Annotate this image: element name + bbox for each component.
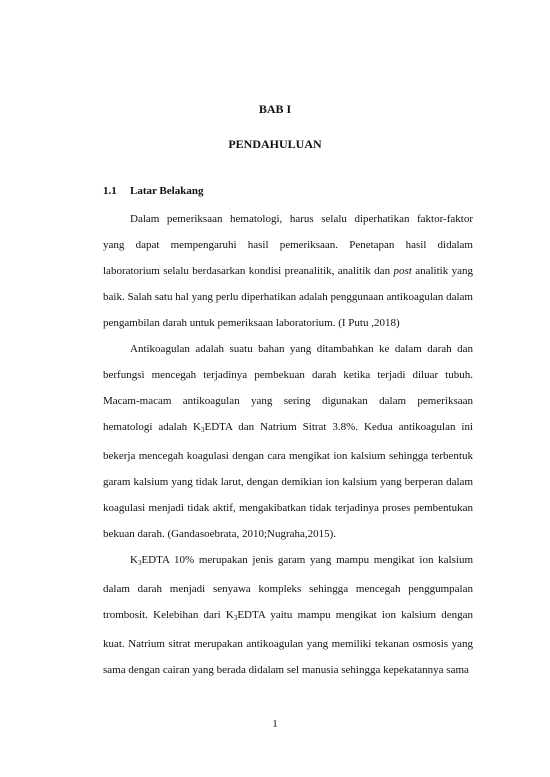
section-number: 1.1 — [103, 185, 117, 197]
paragraph-line: $K_3EDTA$ 10% merupakan jenis garam yang mampu mengikat ion kalsium — [130, 554, 473, 567]
paragraph — [103, 547, 473, 683]
paragraph-line: berfungsi mencegah terjadinya pembekuan darah ketika terjadi diluar tubuh. — [103, 369, 473, 381]
chapter-title: PENDAHULUAN — [228, 137, 322, 151]
section-heading — [103, 185, 203, 197]
paragraph-line: Antikoagulan adalah suatu bahan yang ditambahkan ke dalam darah dan — [130, 343, 473, 355]
paragraph — [103, 206, 473, 336]
paragraph-line: bekuan darah. (Gandasoebrata, 2010;Nugraha,2015). — [103, 528, 337, 540]
paragraph-line: Dalam pemeriksaan hematologi, harus selalu diperhatikan faktor-faktor — [130, 213, 473, 225]
paragraph-line: baik. Salah satu hal yang perlu diperhatikan adalah penggunaan antikoagulan dalam — [103, 291, 473, 303]
paragraph-line: Macam-macam antikoagulan yang sering digunakan dalam pemeriksaan — [103, 395, 473, 407]
paragraph-line: pengambilan darah untuk pemeriksaan laboratorium. (I Putu ,2018) — [103, 317, 400, 329]
paragraph-line: garam kalsium yang tidak larut, dengan demikian ion kalsium yang berperan dalam — [103, 476, 473, 488]
paragraph-line: dalam darah menjadi senyawa kompleks sehingga mencegah penggumpalan — [103, 583, 473, 595]
body-text — [103, 206, 473, 683]
paragraph-line: bekerja mencegah koagulasi dengan cara mengikat ion kalsium sehingga terbentuk — [103, 450, 473, 462]
chapter-label: BAB I — [258, 102, 292, 116]
paragraph-line: trombosit. Kelebihan dari $K_3EDTA$ yaitu mampu mengikat ion kalsium dengan — [103, 609, 473, 622]
paragraph-line: sama dengan cairan yang berada didalam sel manusia sehingga kepekatannya sama — [103, 664, 469, 676]
paragraph-line: laboratorium selalu berdasarkan kondisi preanalitik, analitik dan post analitik yang — [103, 265, 473, 277]
section-title: Latar Belakang — [130, 185, 204, 197]
paragraph-line: koagulasi menjadi tidak aktif, mengakibatkan tidak terjadinya proses pembentukan — [103, 502, 473, 514]
paragraph-line: yang dapat mempengaruhi hasil pemeriksaan. Penetapan hasil didalam — [103, 239, 473, 251]
page-number: 1 — [272, 718, 278, 730]
paragraph-line: hematologi adalah $K_3EDTA$ dan Natrium Sitrat 3.8%. Kedua antikoagulan ini — [103, 421, 473, 434]
paragraph-line: kuat. Natrium sitrat merupakan antikoagulan yang memiliki tekanan osmosis yang — [103, 638, 473, 650]
paragraph — [103, 336, 473, 547]
